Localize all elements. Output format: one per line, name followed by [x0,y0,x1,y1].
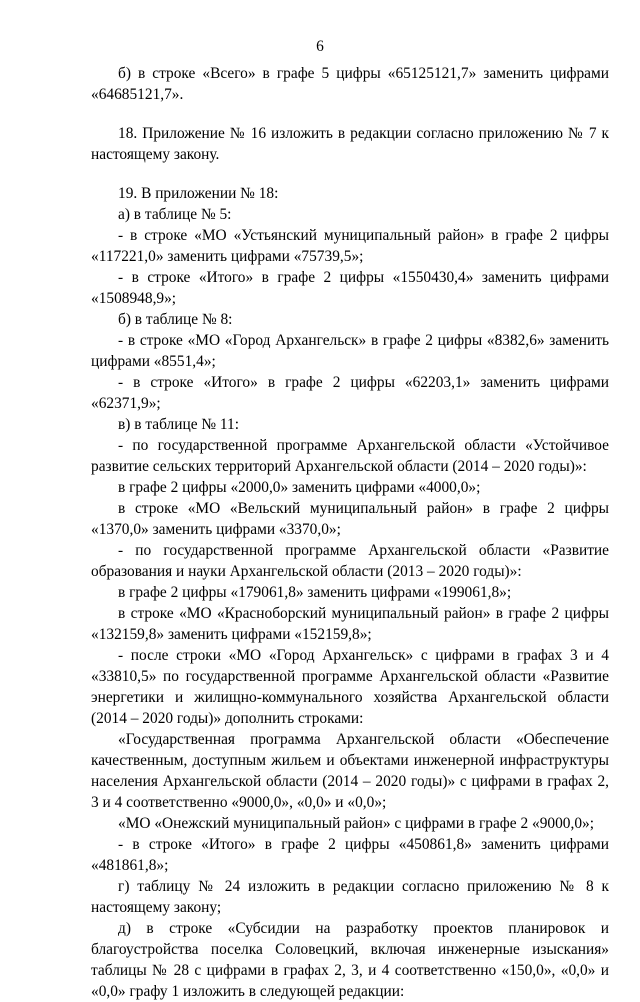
paragraph: «МО «Онежский муниципальный район» с цифрами в графе 2 «9000,0»; [118,815,594,832]
paragraph: - по государственной программе Архангельской области «Развитие образования и науки Архангельской области (2013 – 2020 годы)»: [91,542,609,580]
paragraph: - в строке «Итого» в графе 2 цифры «62203,1» заменить цифрами «62371,9»; [91,374,609,412]
page-number: 6 [316,38,324,55]
paragraph-gap [91,165,609,183]
paragraph: - после строки «МО «Город Архангельск» с цифрами в графах 3 и 4 «33810,5» по государственной программе Архангельской области «Развитие энергетики и жилищно-коммунального хозяйства Архангельской области (2014 – 2020 годы)» дополнить строками: [91,647,609,727]
paragraph: г) таблицу № 24 изложить в редакции согласно приложению № 8 к настоящему закону; [91,878,609,916]
paragraph: - в строке «МО «Устьянский муниципальный район» в графе 2 цифры «117221,0» заменить цифрами «75739,5»; [91,227,609,265]
paragraph: б) в таблице № 8: [118,311,233,328]
paragraph: а) в таблице № 5: [118,206,232,223]
paragraph: - в строке «Итого» в графе 2 цифры «1550430,4» заменить цифрами «1508948,9»; [91,269,609,307]
paragraph: - в строке «Итого» в графе 2 цифры «450861,8» заменить цифрами «481861,8»; [91,836,609,874]
paragraph: 18. Приложение № 16 изложить в редакции согласно приложению № 7 к настоящему закону. [91,125,609,163]
paragraph: б) в строке «Всего» в графе 5 цифры «65125121,7» заменить цифрами «64685121,7». [91,65,609,103]
paragraph: в графе 2 цифры «2000,0» заменить цифрами «4000,0»; [118,479,481,496]
paragraph: в строке «МО «Вельский муниципальный район» в графе 2 цифры «1370,0» заменить цифрами «3370,0»; [91,500,609,538]
paragraph: 19. В приложении № 18: [118,185,279,202]
paragraph: в строке «МО «Красноборский муниципальный район» в графе 2 цифры «132159,8» заменить цифрами «152159,8»; [91,605,609,643]
paragraph-gap [91,105,609,123]
paragraph: в) в таблице № 11: [118,416,240,433]
paragraph: д) в строке «Субсидии на разработку проектов планировок и благоустройства поселка Соловецкий, включая инженерные изыскания» таблицы № 28 с цифрами в графах 2, 3, и 4 соответственно «150,0», «0,0» и «0,0» графу 1 изложить в следующей редакции: [91,920,609,1000]
paragraph: в графе 2 цифры «179061,8» заменить цифрами «199061,8»; [118,584,512,601]
paragraph: - по государственной программе Архангельской области «Устойчивое развитие сельских территорий Архангельской области (2014 – 2020 годы)»: [91,437,609,475]
paragraph: - в строке «МО «Город Архангельск» в графе 2 цифры «8382,6» заменить цифрами «8551,4»; [91,332,609,370]
paragraph: «Государственная программа Архангельской области «Обеспечение качественным, доступным жильем и объектами инженерной инфраструктуры населения Архангельской области (2014 – 2020 годы)» с цифрами в графах 2, 3 и 4 соответственно «9000,0», «0,0» и «0,0»; [91,731,609,811]
document-body [91,63,609,1002]
